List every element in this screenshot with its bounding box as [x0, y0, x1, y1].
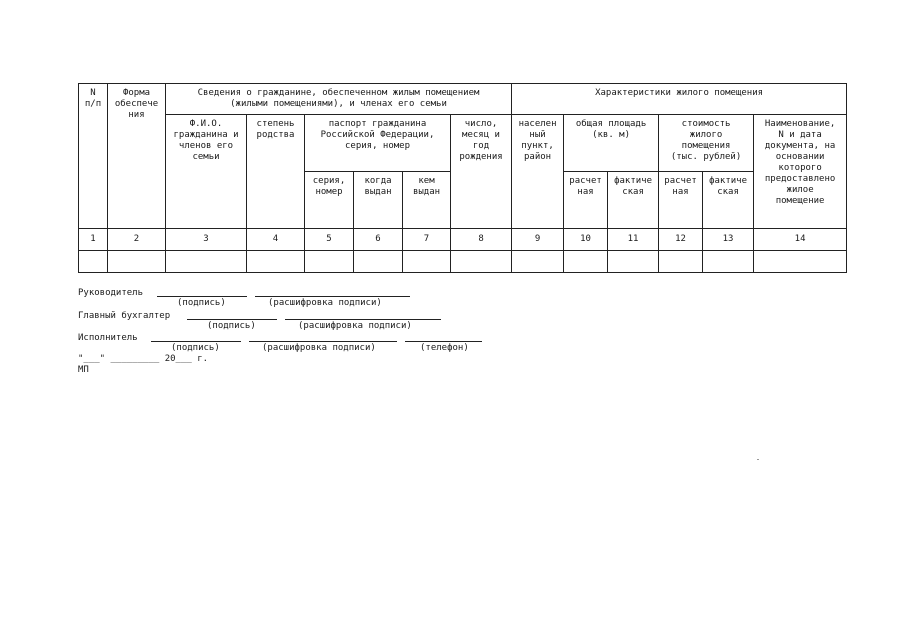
header-locality: населен ный пункт, район: [512, 115, 564, 229]
table-cell[interactable]: [451, 251, 512, 273]
table-cell[interactable]: [354, 251, 403, 273]
executor-decode-line[interactable]: [249, 341, 397, 342]
head-decode-caption: (расшифровка подписи): [268, 298, 382, 308]
executor-signature-caption: (подпись): [171, 343, 220, 353]
table-cell[interactable]: [754, 251, 847, 273]
executor-decode-caption: (расшифровка подписи): [262, 343, 376, 353]
column-number: 4: [247, 229, 305, 251]
table-cell[interactable]: [247, 251, 305, 273]
table-cell[interactable]: [659, 251, 703, 273]
header-area-calculated: расчет ная: [564, 172, 608, 229]
header-relation-degree: степень родства: [247, 115, 305, 229]
column-number: 9: [512, 229, 564, 251]
header-provision-form: Форма обеспече ния: [108, 84, 166, 229]
table-cell[interactable]: [608, 251, 659, 273]
header-passport-series: серия, номер: [305, 172, 354, 229]
column-number: 11: [608, 229, 659, 251]
column-number: 5: [305, 229, 354, 251]
column-number-row: [79, 229, 847, 251]
report-table: [78, 83, 847, 273]
table-cell[interactable]: [564, 251, 608, 273]
column-number: 8: [451, 229, 512, 251]
header-housing-characteristics: Характеристики жилого помещения: [512, 84, 847, 115]
header-birth-date: число, месяц и год рождения: [451, 115, 512, 229]
executor-label: Исполнитель: [78, 333, 138, 343]
column-number: 12: [659, 229, 703, 251]
table-cell[interactable]: [703, 251, 754, 273]
column-number: 13: [703, 229, 754, 251]
header-cost-actual: фактиче ская: [703, 172, 754, 229]
head-label: Руководитель: [78, 288, 144, 298]
table-cell[interactable]: [79, 251, 108, 273]
column-number: 10: [564, 229, 608, 251]
scan-speck: [757, 459, 759, 460]
table-cell[interactable]: [512, 251, 564, 273]
head-signature-line[interactable]: [157, 296, 247, 297]
table-cell[interactable]: [403, 251, 451, 273]
chief-accountant-decode-line[interactable]: [285, 319, 441, 320]
header-total-area: общая площадь (кв. м): [564, 115, 659, 172]
table-cell[interactable]: [305, 251, 354, 273]
executor-phone-line[interactable]: [405, 341, 482, 342]
chief-accountant-signature-line[interactable]: [187, 319, 277, 320]
column-number: 3: [166, 229, 247, 251]
header-area-actual: фактиче ская: [608, 172, 659, 229]
chief-accountant-label: Главный бухгалтер: [78, 311, 171, 321]
chief-accountant-decode-caption: (расшифровка подписи): [298, 321, 412, 331]
date-line: "___" _________ 20___ г.: [78, 354, 209, 364]
header-number: N п/п: [79, 84, 108, 229]
head-signature-caption: (подпись): [177, 298, 226, 308]
header-passport-issued-when: когда выдан: [354, 172, 403, 229]
header-passport: паспорт гражданина Российской Федерации, серия, номер: [305, 115, 451, 172]
table-cell[interactable]: [166, 251, 247, 273]
column-number: 1: [79, 229, 108, 251]
chief-accountant-signature-caption: (подпись): [207, 321, 256, 331]
column-number: 6: [354, 229, 403, 251]
head-decode-line[interactable]: [255, 296, 410, 297]
header-housing-cost: стоимость жилого помещения (тыс. рублей): [659, 115, 754, 172]
column-number: 2: [108, 229, 166, 251]
empty-data-row: [79, 251, 847, 273]
header-basis-document: Наименование, N и дата документа, на основании которого предоставлено жилое помещение: [754, 115, 847, 229]
header-cost-calculated: расчет ная: [659, 172, 703, 229]
stamp-place: МП: [78, 365, 89, 375]
header-full-name: Ф.И.О. гражданина и членов его семьи: [166, 115, 247, 229]
column-number: 7: [403, 229, 451, 251]
executor-phone-caption: (телефон): [420, 343, 469, 353]
header-citizen-info: Сведения о гражданине, обеспеченном жилым помещением (жилыми помещениями), и членах его семьи: [166, 84, 512, 115]
executor-signature-line[interactable]: [151, 341, 241, 342]
column-number: 14: [754, 229, 847, 251]
table-cell[interactable]: [108, 251, 166, 273]
header-passport-issued-by: кем выдан: [403, 172, 451, 229]
